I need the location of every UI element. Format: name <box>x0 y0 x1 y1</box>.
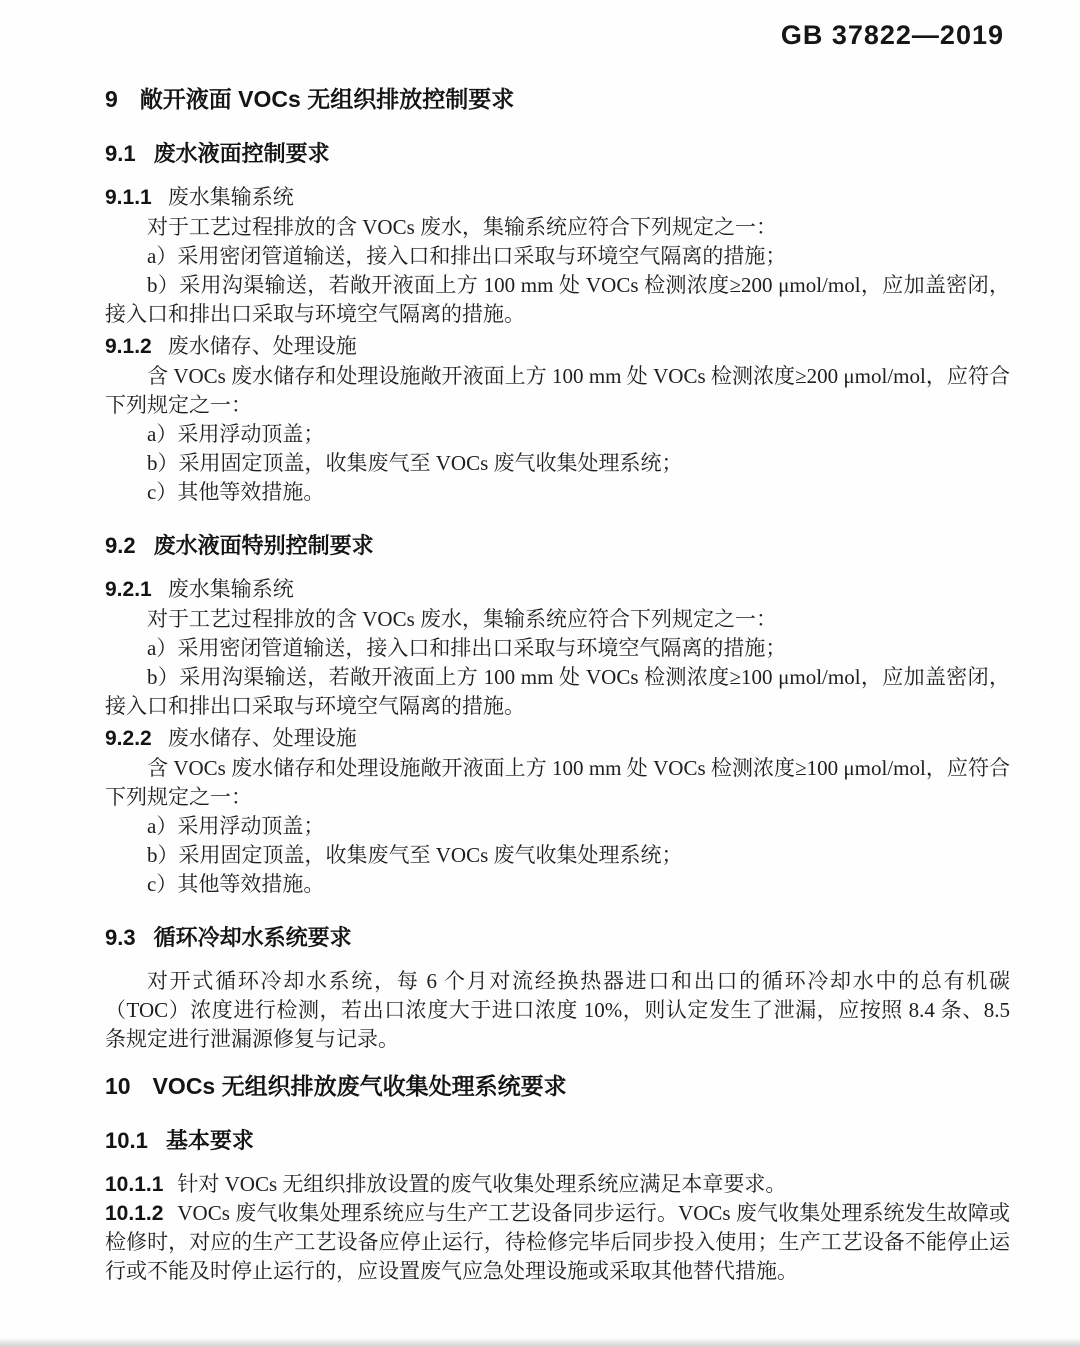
heading-number: 9.3 <box>105 925 136 950</box>
clause-text: VOCs 废气收集处理系统应与生产工艺设备同步运行。VOCs 废气收集处理系统发生故障或检修时，对应的生产工艺设备应停止运行，待检修完毕后同步投入使用；生产工艺设备不能停止运行或不能及时停止运行的，应设置废气应急处理设施或采取其他替代措施。 <box>105 1201 1010 1283</box>
numbered-paragraph <box>105 1170 1010 1199</box>
subsection-heading <box>105 723 1010 754</box>
heading-number: 9.1.1 <box>105 186 152 209</box>
paragraph: 对于工艺过程排放的含 VOCs 废水，集输系统应符合下列规定之一： <box>147 607 778 631</box>
heading-title: 循环冷却水系统要求 <box>153 925 352 950</box>
scan-artifact-bar <box>0 1338 1080 1347</box>
list-item: b）采用沟渠输送，若敞开液面上方 100 mm 处 VOCs 检测浓度≥200 μmol/mol，应加盖密闭，接入口和排出口采取与环境空气隔离的措施。 <box>105 273 1010 326</box>
list-item: a）采用密闭管道输送，接入口和排出口采取与环境空气隔离的措施； <box>147 244 787 268</box>
list-item: c）其他等效措施。 <box>147 480 325 504</box>
list-item: a）采用浮动顶盖； <box>147 814 325 838</box>
heading-number: 9.2.2 <box>105 727 152 750</box>
clause-number: 10.1.1 <box>105 1173 164 1196</box>
heading-title: 废水液面特别控制要求 <box>153 533 374 558</box>
list-item: b）采用沟渠输送，若敞开液面上方 100 mm 处 VOCs 检测浓度≥100 μmol/mol，应加盖密闭，接入口和排出口采取与环境空气隔离的措施。 <box>105 665 1010 718</box>
chapter-heading <box>105 1070 1010 1102</box>
clause-number: 10.1.2 <box>105 1202 164 1225</box>
numbered-paragraph <box>105 1199 1010 1286</box>
heading-title: 敞开液面 VOCs 无组织排放控制要求 <box>139 86 515 112</box>
subsection-heading <box>105 182 1010 213</box>
heading-title: 废水集输系统 <box>167 577 294 601</box>
section-heading <box>105 1126 1010 1156</box>
heading-title: 废水储存、处理设施 <box>167 334 357 358</box>
heading-number: 9.1.2 <box>105 335 152 358</box>
heading-title: 基本要求 <box>165 1128 254 1153</box>
subsection-heading <box>105 574 1010 605</box>
subsection-heading <box>105 331 1010 362</box>
section-heading <box>105 531 1010 561</box>
list-item: c）其他等效措施。 <box>147 872 325 896</box>
heading-number: 9.1 <box>105 141 136 166</box>
heading-title: 废水储存、处理设施 <box>167 726 357 750</box>
document-body <box>105 83 1010 1286</box>
standard-number: GB 37822—2019 <box>780 20 1004 50</box>
paragraph: 含 VOCs 废水储存和处理设施敞开液面上方 100 mm 处 VOCs 检测浓度≥200 μmol/mol，应符合下列规定之一： <box>105 364 1010 417</box>
heading-title: 废水集输系统 <box>167 185 294 209</box>
heading-number: 9.2.1 <box>105 578 152 601</box>
heading-number: 9.2 <box>105 533 136 558</box>
list-item: a）采用密闭管道输送，接入口和排出口采取与环境空气隔离的措施； <box>147 636 787 660</box>
section-heading <box>105 139 1010 169</box>
heading-number: 10.1 <box>105 1128 148 1153</box>
heading-title: 废水液面控制要求 <box>153 141 330 166</box>
paragraph: 含 VOCs 废水储存和处理设施敞开液面上方 100 mm 处 VOCs 检测浓度≥100 μmol/mol，应符合下列规定之一： <box>105 756 1010 809</box>
heading-title: VOCs 无组织排放废气收集处理系统要求 <box>152 1073 567 1099</box>
heading-number: 10 <box>105 1073 131 1099</box>
list-item: b）采用固定顶盖，收集废气至 VOCs 废气收集处理系统； <box>147 843 683 867</box>
list-item: b）采用固定顶盖，收集废气至 VOCs 废气收集处理系统； <box>147 451 683 475</box>
paragraph: 对开式循环冷却水系统，每 6 个月对流经换热器进口和出口的循环冷却水中的总有机碳（TOC）浓度进行检测，若出口浓度大于进口浓度 10%，则认定发生了泄漏，应按照 8.4 条、8.5 条规定进行泄漏源修复与记录。 <box>105 969 1010 1051</box>
paragraph: 对于工艺过程排放的含 VOCs 废水，集输系统应符合下列规定之一： <box>147 215 778 239</box>
clause-text: 针对 VOCs 无组织排放设置的废气收集处理系统应满足本章要求。 <box>177 1172 787 1196</box>
list-item: a）采用浮动顶盖； <box>147 422 325 446</box>
heading-number: 9 <box>105 86 118 112</box>
section-heading <box>105 923 1010 953</box>
chapter-heading <box>105 83 1010 115</box>
